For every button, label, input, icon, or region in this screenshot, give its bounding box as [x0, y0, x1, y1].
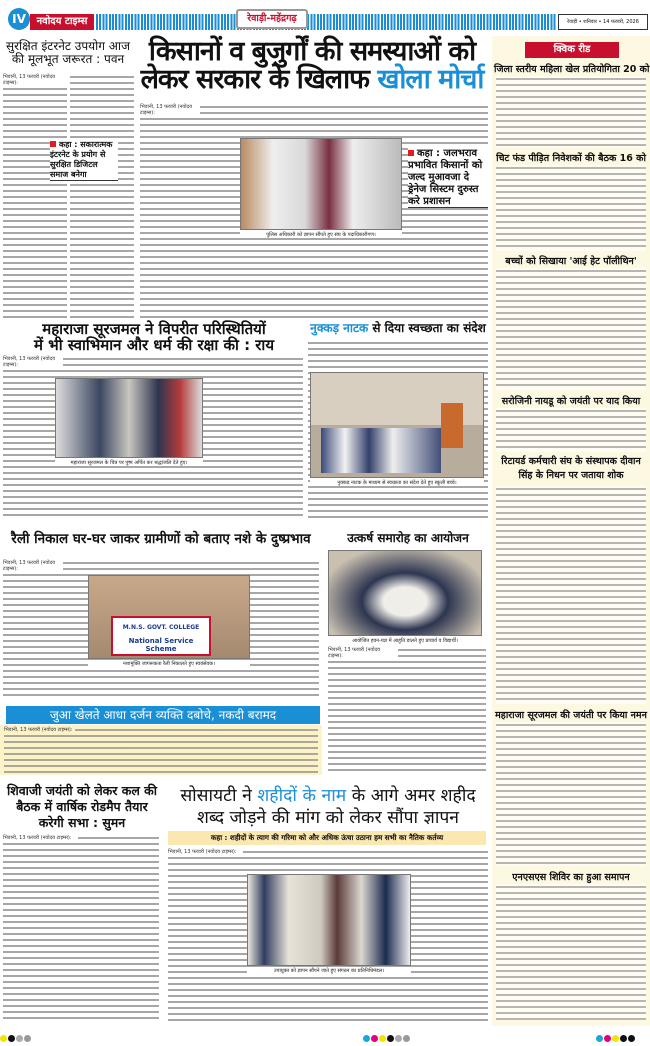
page-number-badge: IV	[8, 8, 30, 30]
utkarsh-photo	[328, 550, 482, 636]
main-headline: किसानों व बुजुर्गों की समस्याओं को लेकर सरकार के खिलाफ खोला मोर्चा	[140, 36, 484, 96]
quick-item-headline: बच्चों को सिखाया 'आई हेट पॉलीथिन'	[505, 256, 637, 267]
main-quote: कहा : जलभराव प्रभावित किसानों को जल्द मुआवजा दे ड्रेनेज सिस्टम दुरुस्त करे प्रशासन	[408, 148, 488, 208]
utkarsh-body	[328, 647, 486, 775]
quick-item-body	[496, 408, 646, 452]
quick-item-body	[496, 165, 646, 251]
shivaji-body	[3, 835, 159, 1023]
surajmal-dateline: भिवानी, 13 फरवरी (नवोदय टाइम्स):	[3, 356, 63, 368]
main-photo	[240, 138, 402, 230]
internet-headline: सुरक्षित इंटरनेट उपयोग आज की मूलभूत जरूरत : पवन	[6, 39, 130, 66]
shivaji-dateline: भिवानी, 13 फरवरी (नवोदय टाइम्स):	[3, 835, 78, 841]
utkarsh-headline: उत्कर्ष समारोह का आयोजन	[347, 531, 469, 545]
rally-dateline: भिवानी, 13 फरवरी (नवोदय टाइम्स):	[3, 560, 63, 572]
surajmal-caption: महाराजा सूरजमल के चित्र पर पुष्प अर्पित कर श्रद्धांजलि देते हुए।	[55, 460, 203, 466]
quick-item-body	[496, 722, 646, 866]
quick-item-headline: महाराजा सूरजमल की जयंती पर किया नमन	[495, 710, 647, 721]
rally-photo	[88, 575, 250, 659]
gambling-body-box	[0, 725, 322, 775]
quick-item-headline: रिटायर्ड कर्मचारी संघ के संस्थापक दीवान सिंह के निधन पर जताया शोक	[501, 456, 641, 481]
nukkad-headline: नुक्कड़ नाटक से दिया स्वच्छता का संदेश	[310, 321, 486, 335]
color-registration-marks	[363, 1027, 411, 1046]
rally-caption: नशामुक्ति जागरूकता रैली निकालते हुए स्वयंसेवक।	[88, 661, 250, 667]
quick-item-headline: एनएसएस शिविर का हुआ समापन	[512, 872, 630, 883]
date-line: रेवाड़ी • शनिवार • 14 फरवरी, 2026	[558, 14, 648, 30]
utkarsh-dateline: भिवानी, 13 फरवरी (नवोदय टाइम्स):	[328, 647, 398, 659]
society-headline: सोसायटी ने शहीदों के नाम के आगे अमर शहीद शब्द जोड़ने की मांग को लेकर सौंपा ज्ञापन	[180, 786, 476, 828]
color-registration-marks	[596, 1027, 636, 1046]
edition-tab: रेवाड़ी-महेंद्रगढ़	[236, 9, 308, 29]
surajmal-photo	[55, 378, 203, 458]
society-photo	[247, 874, 411, 966]
quick-read-banner: क्विक रीड	[525, 42, 619, 58]
rally-headline: रैली निकाल घर-घर जाकर ग्रामीणों को बताए नशे के दुष्प्रभाव	[11, 531, 311, 547]
quick-item-headline: चिट फंड पीड़ित निवेशकों की बैठक 16 को	[496, 153, 646, 164]
gambling-headline-banner: जुआ खेलते आधा दर्जन व्यक्ति दबोचे, नकदी बरामद	[6, 706, 320, 724]
quick-item-body	[496, 884, 646, 1020]
internet-body	[3, 74, 67, 320]
shivaji-headline: शिवाजी जयंती को लेकर कल की बैठक में वार्षिक रोडमैप तैयार करेगी सभा : सुमन	[6, 783, 158, 830]
surajmal-headline: महाराजा सूरजमल ने विपरीत परिस्थितियों में भी स्वाभिमान और धर्म की रक्षा की : राय	[33, 320, 275, 354]
internet-quote: कहा : सकारात्मक इंटरनेट के प्रयोग से सुरक्षित डिजिटल समाज बनेगा	[50, 140, 118, 181]
society-subhead: कहा : शहीदों के त्याग की गरिमा को और अधिक ऊंचा उठाना हम सभी का नैतिक कर्तव्य	[168, 831, 486, 845]
internet-dateline: भिवानी, 13 फरवरी (नवोदय टाइम्स):	[3, 74, 67, 86]
main-dateline: भिवानी, 13 फरवरी (नवोदय टाइम्स):	[140, 104, 200, 116]
quick-item-body	[496, 76, 646, 148]
quick-item-headline: जिला स्तरीय महिला खेल प्रतियोगिता 20 को	[494, 64, 650, 75]
quick-item-body	[496, 486, 646, 704]
society-caption: उपायुक्त को ज्ञापन सौंपने जाते हुए संगठन का प्रतिनिधिमंडल।	[247, 968, 411, 974]
masthead	[0, 6, 650, 34]
society-dateline: भिवानी, 13 फरवरी (नवोदय टाइम्स):	[168, 849, 243, 855]
quick-item-headline: सरोजिनी नायडू को जयंती पर याद किया	[501, 396, 641, 407]
internet-body-col2	[70, 74, 134, 320]
nukkad-photo	[310, 372, 484, 478]
rally-banner: M.N.S. GOVT. COLLEGE National Service Scheme	[111, 616, 211, 656]
quick-item-body	[496, 268, 646, 390]
paper-name-logo: नवोदय टाइम्स	[30, 14, 94, 30]
gambling-dateline: भिवानी, 13 फरवरी (नवोदय टाइम्स):	[4, 727, 73, 733]
nukkad-caption: नुक्कड़ नाटक के माध्यम से स्वच्छता का संदेश देते हुए स्कूली बच्चे।	[310, 480, 484, 486]
utkarsh-caption: आयोजित हवन-यज्ञ में आहुति डालते हुए प्राचार्य व विद्यार्थी।	[352, 638, 458, 644]
main-caption: पुलिस अधिकारी को ज्ञापन सौंपते हुए संघ के पदाधिकारीगण।	[240, 232, 402, 238]
color-registration-marks	[0, 1027, 32, 1046]
masthead-stripe-bar	[96, 14, 556, 30]
